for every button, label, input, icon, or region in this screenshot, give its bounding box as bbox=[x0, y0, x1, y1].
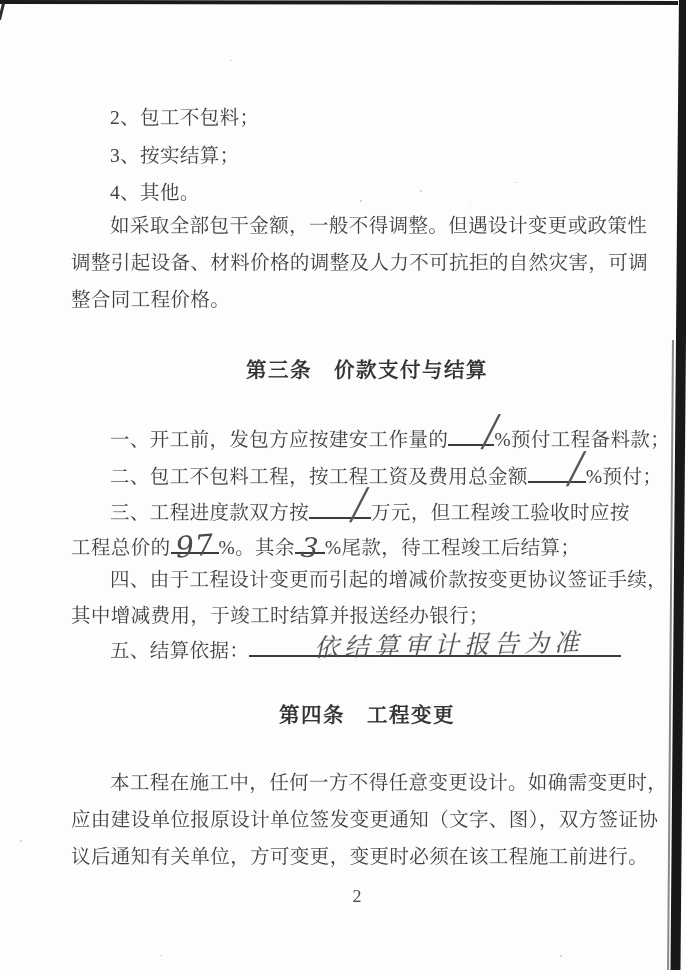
clause-text: 工程总价的 bbox=[71, 538, 171, 559]
clause-text: 万元，但工程竣工验收时应按 bbox=[371, 503, 630, 524]
fill-in-blank bbox=[295, 532, 325, 565]
fill-in-blank-settlement-basis bbox=[249, 629, 621, 662]
heading-text: 第四条 工程变更 bbox=[279, 704, 455, 727]
paragraph-text: 应由建设单位报原设计单位签发变更通知（文字、图），双方签证协 bbox=[71, 810, 659, 831]
fill-in-blank bbox=[309, 488, 371, 523]
clause-text: %预付工程备料款； bbox=[494, 430, 671, 451]
list-item-text: 2、包工不包料； bbox=[110, 108, 260, 129]
article-4-heading bbox=[71, 697, 641, 734]
scan-noise bbox=[560, 955, 562, 957]
article-3-heading bbox=[71, 352, 641, 389]
heading-text: 第三条 价款支付与结算 bbox=[246, 359, 488, 382]
handwritten-slash: ╱ bbox=[481, 415, 501, 450]
handwritten-settlement-basis: 依结算审计报告为准 bbox=[314, 629, 585, 662]
clause-text: %尾款，待工程竣工后结算； bbox=[324, 538, 581, 559]
paragraph-text: 如采取全部包干金额，一般不得调整。但遇设计变更或政策性 bbox=[110, 216, 648, 237]
scan-edge-top bbox=[0, 0, 678, 5]
page-number bbox=[0, 884, 686, 908]
clause-text: 五、结算依据： bbox=[110, 641, 250, 662]
clause-text: 其中增减费用，于竣工时结算并报送经办银行； bbox=[71, 606, 489, 627]
paragraph-line bbox=[71, 802, 659, 839]
fill-in-blank bbox=[171, 527, 219, 565]
clause-1 bbox=[71, 415, 671, 459]
clause-text: 二、包工不包料工程，按工程工资及费用总金额 bbox=[110, 467, 528, 488]
handwritten-value-97: 97 bbox=[173, 527, 216, 565]
list-item-4 bbox=[71, 175, 619, 212]
paragraph-line bbox=[71, 839, 649, 876]
list-item-2 bbox=[71, 100, 619, 137]
fill-in-blank bbox=[448, 415, 501, 450]
handwritten-slash: ╱ bbox=[567, 452, 586, 487]
list-item-3 bbox=[71, 138, 619, 175]
paragraph-text: 调整引起设备、材料价格的调整及人力不可抗拒的自然灾害，可调 bbox=[71, 253, 649, 274]
clause-text: %。其余 bbox=[218, 538, 295, 559]
clause-5 bbox=[71, 629, 619, 670]
paragraph-text: 整合同工程价格。 bbox=[71, 290, 231, 311]
scan-noise bbox=[160, 955, 162, 956]
scan-noise bbox=[230, 60, 232, 61]
clause-4-line-1 bbox=[71, 562, 668, 599]
scan-noise bbox=[20, 840, 22, 842]
clause-4-line-2 bbox=[71, 598, 619, 635]
clause-text: 一、开工前，发包方应按建安工作量的 bbox=[110, 430, 449, 451]
clause-text: %预付； bbox=[585, 467, 663, 488]
paragraph-text: 议后通知有关单位，方可变更，变更时必须在该工程施工前进行。 bbox=[71, 847, 649, 868]
clause-3-line-1 bbox=[71, 488, 630, 532]
clause-text: 四、由于工程设计变更而引起的增减价款按变更协议签证手续， bbox=[110, 570, 668, 591]
handwritten-value-3: 3 bbox=[299, 532, 321, 565]
paragraph-line bbox=[71, 765, 668, 802]
clause-text: 三、工程进度款双方按 bbox=[110, 503, 310, 524]
paragraph-line bbox=[71, 282, 619, 319]
handwritten-slash: ╱ bbox=[350, 488, 369, 523]
fill-in-blank bbox=[528, 452, 586, 487]
paragraph-line bbox=[71, 245, 649, 282]
page-number-text: 2 bbox=[352, 886, 362, 906]
list-item-text: 4、其他。 bbox=[110, 183, 200, 204]
paragraph-text: 本工程在施工中，任何一方不得任意变更设计。如确需变更时， bbox=[110, 773, 668, 794]
paragraph-line bbox=[71, 208, 648, 245]
list-item-text: 3、按实结算； bbox=[110, 146, 240, 167]
scan-edge-top-left bbox=[0, 3, 5, 20]
